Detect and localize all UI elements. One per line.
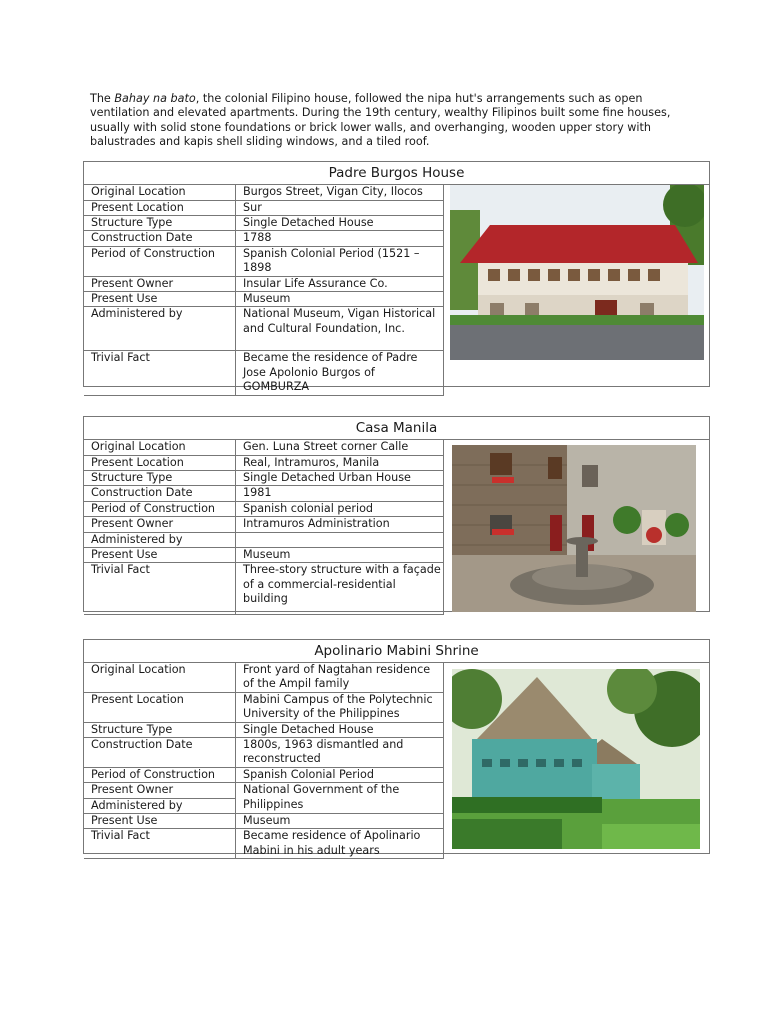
info-table bbox=[84, 440, 444, 615]
padre-burgos-house-photo bbox=[450, 185, 704, 360]
row-value: Insular Life Assurance Co. bbox=[236, 276, 444, 291]
row-value bbox=[236, 532, 444, 547]
row-value: Front yard of Nagtahan residence of the Ampil family bbox=[236, 663, 444, 692]
casa-manila-photo bbox=[452, 445, 696, 612]
row-label: Period of Construction bbox=[84, 767, 236, 782]
row-label: Administered by bbox=[84, 532, 236, 547]
row-value: Mabini Campus of the Polytechnic University of the Philippines bbox=[236, 692, 444, 722]
row-label: Construction Date bbox=[84, 231, 236, 246]
intro-lead: The bbox=[90, 92, 115, 105]
mabini-shrine-photo bbox=[452, 669, 700, 849]
row-value: 1981 bbox=[236, 486, 444, 501]
section-title: Casa Manila bbox=[84, 417, 709, 440]
mabini-shrine-section bbox=[83, 639, 710, 857]
row-value: Real, Intramuros, Manila bbox=[236, 455, 444, 470]
row-value: Single Detached House bbox=[236, 215, 444, 230]
row-label: Present Location bbox=[84, 200, 236, 215]
intro-term: Bahay na bato bbox=[114, 92, 196, 105]
row-label: Original Location bbox=[84, 663, 236, 692]
row-label: Period of Construction bbox=[84, 246, 236, 276]
row-label: Present Use bbox=[84, 814, 236, 829]
row-value: National Government of the Philippines bbox=[236, 783, 444, 814]
row-value: Museum bbox=[236, 291, 444, 306]
row-label: Present Owner bbox=[84, 276, 236, 291]
row-value: Burgos Street, Vigan City, Ilocos bbox=[236, 185, 444, 200]
row-value: Museum bbox=[236, 814, 444, 829]
row-value: Spanish colonial period bbox=[236, 501, 444, 516]
row-value: Became the residence of Padre Jose Apolonio Burgos of GOMBURZA bbox=[236, 351, 444, 395]
row-value: Single Detached Urban House bbox=[236, 470, 444, 485]
info-table bbox=[84, 185, 444, 396]
row-label: Administered by bbox=[84, 307, 236, 351]
row-label: Present Use bbox=[84, 547, 236, 562]
row-label: Trivial Fact bbox=[84, 563, 236, 615]
row-value: 1800s, 1963 dismantled and reconstructed bbox=[236, 738, 444, 768]
row-label: Present Location bbox=[84, 455, 236, 470]
row-value: Became residence of Apolinario Mabini in his adult years bbox=[236, 829, 444, 859]
section-title: Padre Burgos House bbox=[84, 162, 709, 185]
row-value: Gen. Luna Street corner Calle bbox=[236, 440, 444, 455]
row-value: Intramuros Administration bbox=[236, 517, 444, 532]
row-label: Present Location bbox=[84, 692, 236, 722]
row-value: Spanish Colonial Period bbox=[236, 767, 444, 782]
row-label: Present Owner bbox=[84, 517, 236, 532]
row-label: Structure Type bbox=[84, 215, 236, 230]
padre-burgos-section bbox=[83, 161, 710, 394]
row-label: Present Owner bbox=[84, 783, 236, 798]
row-value: Museum bbox=[236, 547, 444, 562]
intro-rest: , the colonial Filipino house, followed the nipa hut's arrangements such as open ventilation and elevated apartments. During the 19th century, wealthy Filipinos built some fine houses, usually with solid stone foundations or brick lower walls, and overhanging, wooden upper story with balustrades and kapis shell sliding windows, and a tiled roof. bbox=[90, 92, 671, 149]
row-value: National Museum, Vigan Historical and Cultural Foundation, Inc. bbox=[236, 307, 444, 351]
row-label: Structure Type bbox=[84, 722, 236, 737]
row-value: Spanish Colonial Period (1521 – 1898 bbox=[236, 246, 444, 276]
row-label: Original Location bbox=[84, 185, 236, 200]
row-value: 1788 bbox=[236, 231, 444, 246]
casa-manila-section bbox=[83, 416, 710, 612]
row-value: Three-story structure with a façade of a commercial-residential building bbox=[236, 563, 444, 615]
row-value: Sur bbox=[236, 200, 444, 215]
row-label: Period of Construction bbox=[84, 501, 236, 516]
row-value: Single Detached House bbox=[236, 722, 444, 737]
info-table bbox=[84, 663, 444, 859]
row-label: Construction Date bbox=[84, 738, 236, 768]
row-label: Administered by bbox=[84, 798, 236, 813]
row-label: Original Location bbox=[84, 440, 236, 455]
section-title: Apolinario Mabini Shrine bbox=[84, 640, 709, 663]
row-label: Trivial Fact bbox=[84, 829, 236, 859]
row-label: Construction Date bbox=[84, 486, 236, 501]
row-label: Structure Type bbox=[84, 470, 236, 485]
intro-paragraph bbox=[90, 92, 690, 150]
row-label: Present Use bbox=[84, 291, 236, 306]
row-label: Trivial Fact bbox=[84, 351, 236, 395]
